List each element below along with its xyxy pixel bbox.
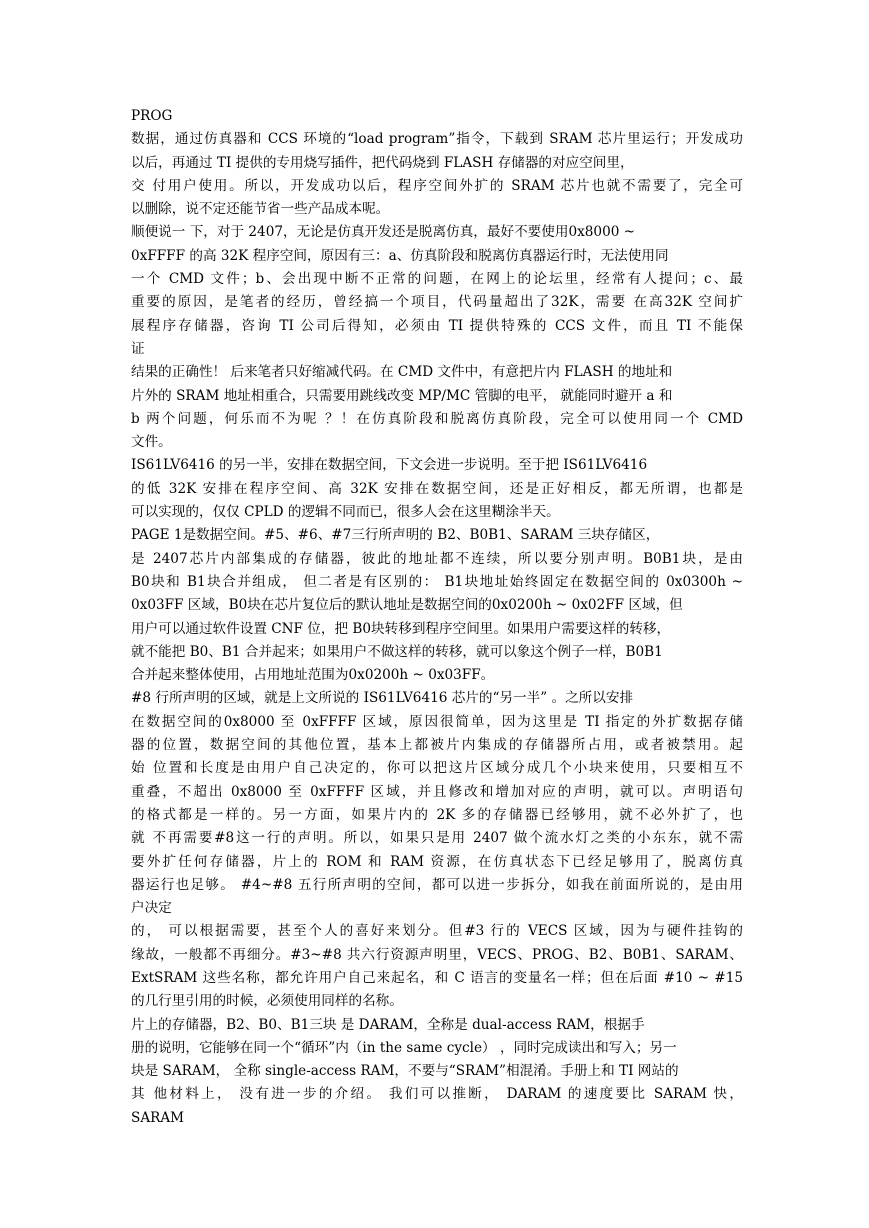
text-line: 块是 SARAM， 全称 single-access RAM，不要与“SRAM”相混淆。手册上和 TI 网站的 (131, 1063, 679, 1080)
text-line: 0xFFFF 的高 32K 程序空间，原因有三：a、仿真阶段和脱离仿真器运行时，无法使用同 (131, 247, 669, 264)
text-line: 重叠，不超出 0x8000 至 0xFFFF 区域，并且修改和增加对应的声明，就可以。声明语句 (131, 783, 743, 800)
text-line: 的几行里引用的时候，必须使用同样的名称。 (131, 993, 403, 1010)
text-line: 在数据空间的0x8000 至 0xFFFF 区域，原因很简单，因为这里是 TI 指定的外扩数据存储 (131, 713, 743, 730)
text-line: 交 付用户使用。所以，开发成功以后，程序空间外扩的 SRAM 芯片也就不需要了，完全可 (131, 177, 743, 194)
text-line: 合并起来整体使用，占用地址范围为0x0200h ~ 0x03FF。 (131, 667, 495, 684)
text-line: b 两个问题，何乐而不为呢 ？！在仿真阶段和脱离仿真阶段，完全可以使用同一个 CMD (131, 410, 743, 427)
text-line: 的格式都是一样的。另一方面，如果片内的 2K 多的存储器已经够用，就不必外扩了，也 (131, 806, 743, 823)
text-line: IS61LV6416 的另一半，安排在数据空间，下文会进一步说明。至于把 IS61LV6416 (131, 457, 648, 474)
text-line: 以后，再通过 TI 提供的专用烧写插件，把代码烧到 FLASH 存储器的对应空间里， (131, 154, 634, 171)
text-line: B0块和 B1块合并组成， 但二者是有区别的： B1块地址始终固定在数据空间的 0x0300h ~ (131, 573, 743, 590)
text-line: 的， 可以根据需要，甚至个人的喜好来划分。但#3 行的 VECS 区域，因为与硬件挂钩的 (131, 923, 743, 940)
text-line: 顺便说一 下，对于 2407，无论是仿真开发还是脱离仿真，最好不要使用0x8000 ~ (131, 224, 636, 241)
text-line: 片外的 SRAM 地址相重合，只需要用跳线改变 MP/MC 管脚的电平， 就能同时避开 a 和 (131, 387, 673, 404)
text-line: 结果的正确性！ 后来笔者只好缩减代码。在 CMD 文件中，有意把片内 FLASH 的地址和 (131, 364, 673, 381)
text-line: 展程序存储器，咨询 TI 公司后得知，必须由 TI 提供特殊的 CCS 文件，而且 TI 不能保 (131, 317, 743, 334)
text-line: 就 不再需要#8这一行的声明。所以，如果只是用 2407 做个流水灯之类的小东东，就不需 (131, 830, 743, 847)
text-line: 其 他材料上， 没有进一步的介绍。 我们可以推断， DARAM 的速度要比 SARAM 快， (131, 1086, 743, 1103)
text-line: 证 (131, 340, 145, 357)
text-line: 册的说明，它能够在同一个“循环”内（in the same cycle） ，同时完成读出和写入；另一 (131, 1039, 677, 1056)
text-line: 一个 CMD 文件；b、会出现中断不正常的问题，在网上的论坛里，经常有人提问；c、最 (131, 271, 743, 288)
text-line: PROG (131, 108, 173, 124)
text-line: #8 行所声明的区域，就是上文所说的 IS61LV6416 芯片的“另一半” 。之所以安排 (131, 690, 634, 707)
text-line: 可以实现的，仅仅 CPLD 的逻辑不同而已，很多人会在这里糊涂半天。 (131, 504, 560, 521)
text-line: 0x03FF 区域，B0块在芯片复位后的默认地址是数据空间的0x0200h ~ 0x02FF 区域，但 (131, 597, 683, 614)
document-body (131, 105, 743, 1130)
text-line: 以删除，说不定还能节省一些产品成本呢。 (131, 201, 390, 218)
text-line: 用户可以通过软件设置 CNF 位，把 B0块转移到程序空间里。如果用户需要这样的转移， (131, 620, 671, 637)
text-line: 缘故，一般都不再细分。#3~#8 共六行资源声明里，VECS、PROG、B2、B0B1、SARAM、 (131, 946, 743, 963)
text-line: 始 位置和长度是由用户自己决定的，你可以把这片区域分成几个小块来使用，只要相互不 (131, 760, 743, 777)
text-line: 器运行也足够。 #4~#8 五行所声明的空间，都可以进一步拆分，如我在前面所说的，是由用 (131, 876, 743, 893)
text-line: 器的位置，数据空间的其他位置，基本上都被片内集成的存储器所占用，或者被禁用。起 (131, 737, 743, 754)
text-line: 数据，通过仿真器和 CCS 环境的“load program”指令，下载到 SRAM 芯片里运行；开发成功 (131, 131, 743, 148)
text-line: 的低 32K 安排在程序空间、高 32K 安排在数据空间，还是正好相反，都无所谓，也都是 (131, 480, 743, 497)
text-line: SARAM (131, 1109, 185, 1126)
text-line: 重要的原因，是笔者的经历，曾经搞一个项目，代码量超出了32K，需要 在高32K 空间扩 (131, 294, 743, 311)
text-line: 户决定 (131, 900, 172, 917)
text-line: ExtSRAM 这些名称，都允许用户自己来起名，和 C 语言的变量名一样；但在后面 #10 ~ #15 (131, 969, 743, 986)
text-line: 要外扩任何存储器，片上的 ROM 和 RAM 资源，在仿真状态下已经足够用了，脱离仿真 (131, 853, 743, 870)
text-line: 片上的存储器，B2、B0、B1三块 是 DARAM，全称是 dual-access RAM，根据手 (131, 1016, 645, 1033)
text-line: 就不能把 B0、B1 合并起来；如果用户不做这样的转移，就可以象这个例子一样，B0B1 (131, 643, 663, 660)
text-line: 是 2407芯片内部集成的存储器，彼此的地址都不连续，所以要分别声明。B0B1块，是由 (131, 550, 743, 567)
text-line: PAGE 1是数据空间。#5、#6、#7三行所声明的 B2、B0B1、SARAM 三块存储区， (131, 527, 660, 544)
text-line: 文件。 (131, 434, 172, 451)
